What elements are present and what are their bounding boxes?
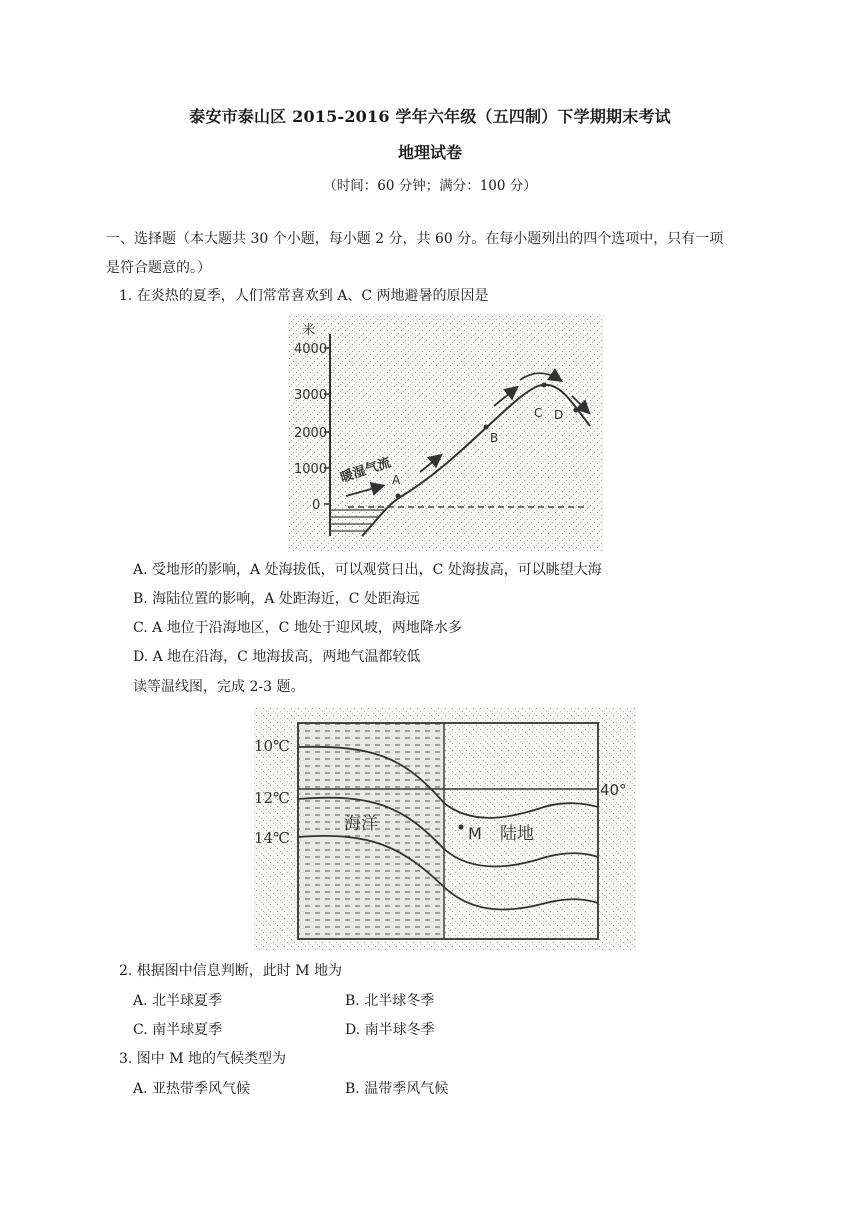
intro-2-3: 读等温线图，完成 2-3 题。 bbox=[133, 679, 305, 695]
flow-label: 暖湿气流 bbox=[338, 455, 393, 486]
exam-title: 泰安市泰山区 2015-2016 学年六年级（五四制）下学期期末考试 bbox=[189, 107, 671, 126]
exam-subject: 地理试卷 bbox=[397, 143, 462, 162]
question-1-stem: 1. 在炎热的夏季，人们常常喜欢到 A、C 两地避暑的原因是 bbox=[119, 288, 489, 304]
isotherm-label-10: 10℃ bbox=[254, 737, 290, 755]
land-label: 陆地 bbox=[500, 824, 534, 844]
point-b-label: B bbox=[490, 431, 499, 445]
section-heading-line2: 是符合题意的。） bbox=[106, 260, 211, 276]
q2-option-c: C. 南半球夏季 bbox=[133, 1022, 223, 1038]
isotherm-figure bbox=[254, 707, 636, 951]
ocean-label: 海洋 bbox=[344, 814, 378, 834]
y-tick-3000: 3000 bbox=[294, 388, 328, 403]
q1-option-c: C. A 地位于沿海地区，C 地处于迎风坡，两地降水多 bbox=[133, 620, 462, 636]
question-2-stem: 2. 根据图中信息判断，此时 M 地为 bbox=[119, 963, 343, 979]
point-c-label: C bbox=[534, 406, 543, 420]
point-a-label: A bbox=[392, 473, 401, 487]
q1-option-d: D. A 地在沿海，C 地海拔高，两地气温都较低 bbox=[133, 649, 421, 665]
point-c-marker bbox=[542, 383, 547, 388]
y-unit-label: 米 bbox=[302, 323, 316, 338]
point-d-label: D bbox=[554, 408, 564, 422]
question-3-stem: 3. 图中 M 地的气候类型为 bbox=[119, 1051, 287, 1067]
q1-option-b: B. 海陆位置的影响，A 处距海近，C 处距海远 bbox=[133, 591, 420, 607]
y-tick-0: 0 bbox=[312, 498, 321, 513]
exam-info: （时间：60 分钟；满分：100 分） bbox=[323, 178, 537, 194]
point-b-marker bbox=[484, 425, 489, 430]
elevation-profile-figure bbox=[288, 314, 604, 552]
q2-option-d: D. 南半球冬季 bbox=[345, 1022, 435, 1038]
latitude-label: 40° bbox=[600, 781, 627, 799]
isotherm-label-14: 14℃ bbox=[254, 829, 290, 847]
q1-option-a: A. 受地形的影响，A 处海拔低，可以观赏日出，C 处海拔高，可以眺望大海 bbox=[133, 562, 602, 578]
q2-option-b: B. 北半球冬季 bbox=[345, 993, 435, 1009]
q2-option-a: A. 北半球夏季 bbox=[133, 993, 223, 1009]
y-tick-4000: 4000 bbox=[294, 342, 328, 357]
point-m-marker bbox=[459, 825, 464, 830]
q3-option-b: B. 温带季风气候 bbox=[345, 1081, 449, 1097]
section-heading-line1: 一、选择题（本大题共 30 个小题，每小题 2 分，共 60 分。在每小题列出的四个选项中，只有一项 bbox=[106, 231, 724, 247]
point-m-label: M bbox=[468, 824, 482, 843]
q3-option-a: A. 亚热带季风气候 bbox=[133, 1081, 251, 1097]
y-tick-2000: 2000 bbox=[294, 426, 328, 441]
point-a-marker bbox=[396, 494, 401, 499]
isotherm-label-12: 12℃ bbox=[254, 789, 290, 807]
point-d-marker bbox=[574, 408, 579, 413]
y-tick-1000: 1000 bbox=[294, 462, 328, 477]
